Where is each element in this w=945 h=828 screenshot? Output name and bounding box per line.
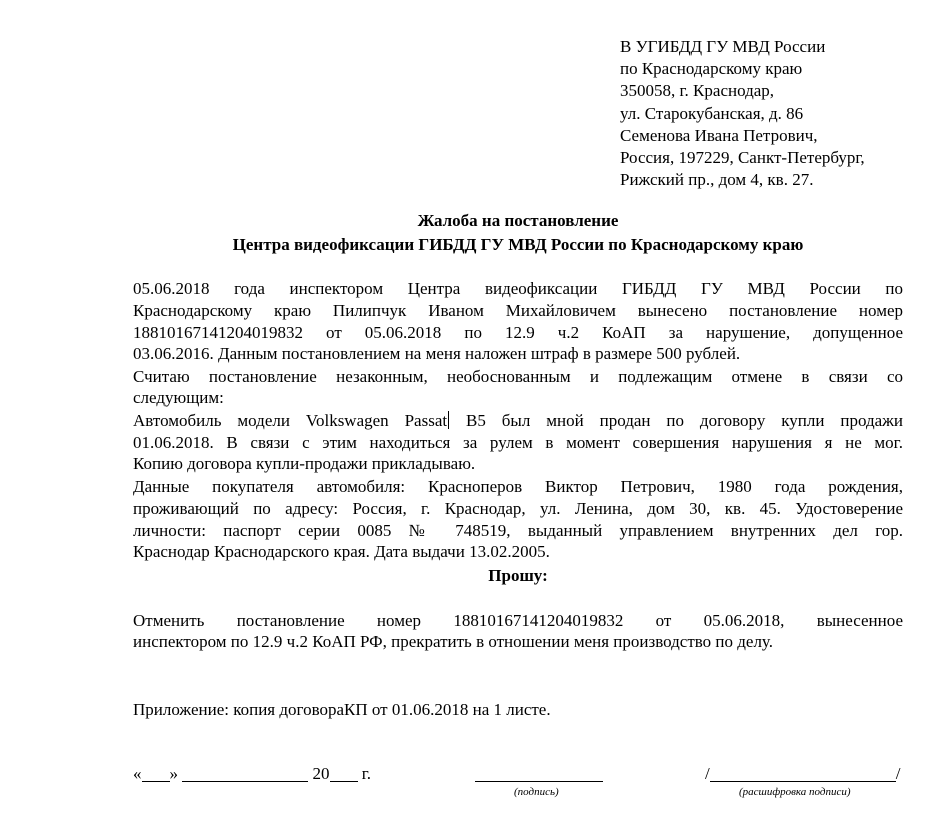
body-line: 01.06.2018. В связи с этим находиться за рулем в момент совершения нарушения я не мог. xyxy=(133,433,903,452)
attachment-note: Приложение: копия договораКП от 01.06.2018 на 1 листе. xyxy=(133,700,551,719)
addressee-block xyxy=(620,36,865,191)
body-line: 18810167141204019832 от 05.06.2018 по 12.9 ч.2 КоАП за нарушение, допущенное xyxy=(133,323,903,342)
close-quote: » xyxy=(169,764,178,783)
body-line: личности: паспорт серии 0085 № 748519, выданный управлением внутренних дел гор. xyxy=(133,521,903,540)
text-cursor xyxy=(448,411,449,429)
year-prefix: 20 xyxy=(312,764,330,783)
body-line-with-cursor[interactable] xyxy=(133,410,903,432)
year-suffix: г. xyxy=(361,764,372,783)
signature-field[interactable] xyxy=(475,764,603,784)
body-line: Краснодарскому краю Пилипчук Иваном Михайловичем вынесено постановление номер xyxy=(133,301,903,320)
month-blank[interactable] xyxy=(182,766,308,782)
body-line: Копию договора купли-продажи прикладываю. xyxy=(133,454,476,473)
cursor-suffix-text: B5 был мной продан по договору купли продажи xyxy=(450,411,903,430)
addressee-line: Рижский пр., дом 4, кв. 27. xyxy=(620,170,814,190)
addressee-line: ул. Старокубанская, д. 86 xyxy=(620,103,804,123)
document-subtitle: Центра видеофиксации ГИБДД ГУ МВД России по Краснодарскому краю xyxy=(232,235,804,254)
decoding-caption: (расшифровка подписи) xyxy=(739,786,851,798)
body-line: Краснодар Краснодарского края. Дата выдачи 13.02.2005. xyxy=(133,542,550,561)
addressee-line: Россия, 197229, Санкт-Петербург, xyxy=(620,148,865,168)
signature-decoding-field[interactable] xyxy=(705,764,900,784)
signature-caption: (подпись) xyxy=(514,786,559,798)
request-heading: Прошу: xyxy=(488,566,548,585)
body-line: 03.06.2016. Данным постановлением на меня наложен штраф в размере 500 рублей. xyxy=(133,344,741,363)
body-line: 05.06.2018 года инспектором Центра видеофиксации ГИБДД ГУ МВД России по xyxy=(133,279,903,298)
addressee-line: В УГИБДД ГУ МВД России xyxy=(620,37,826,56)
addressee-line: по Краснодарскому краю xyxy=(620,59,803,79)
slash-left: / xyxy=(705,764,710,783)
open-quote: « xyxy=(133,764,142,783)
document-title: Жалоба на постановление xyxy=(417,211,619,230)
day-blank[interactable] xyxy=(142,766,170,782)
request-line: инспектором по 12.9 ч.2 КоАП РФ, прекратить в отношении меня производство по делу. xyxy=(133,632,773,651)
date-field[interactable] xyxy=(133,764,371,784)
body-line: Данные покупателя автомобиля: Красноперов Виктор Петрович, 1980 года рождения, xyxy=(133,477,903,496)
addressee-line: 350058, г. Краснодар, xyxy=(620,81,775,101)
addressee-line: Семенова Ивана Петрович, xyxy=(620,125,818,145)
body-line: проживающий по адресу: Россия, г. Краснодар, ул. Ленина, дом 30, кв. 45. Удостоверение xyxy=(133,499,903,518)
signature-blank[interactable] xyxy=(475,766,603,782)
decoding-blank[interactable] xyxy=(710,766,896,782)
year-blank[interactable] xyxy=(330,766,358,782)
request-line: Отменить постановление номер 18810167141204019832 от 05.06.2018, вынесенное xyxy=(133,611,903,630)
body-line: следующим: xyxy=(133,388,224,407)
body-line: Считаю постановление незаконным, необоснованным и подлежащим отмене в связи со xyxy=(133,367,903,386)
slash-right: / xyxy=(895,764,901,783)
cursor-prefix-text: Автомобиль модели Volkswagen Passat xyxy=(133,411,448,430)
